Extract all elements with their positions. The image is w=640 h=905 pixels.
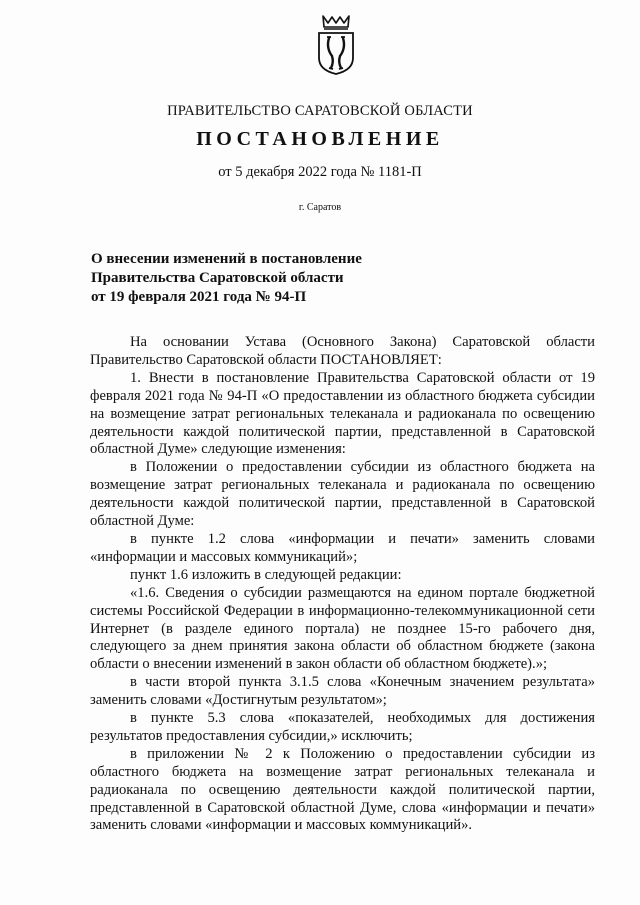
document-body <box>90 334 595 835</box>
subject-line: Правительства Саратовской области <box>91 270 344 286</box>
subject-line: от 19 февраля 2021 года № 94-П <box>91 289 307 305</box>
body-paragraph: в пункте 5.3 слова «показателей, необходимых для достижения результатов предоставления субсидии,» исключить; <box>90 710 595 744</box>
subject-line: О внесении изменений в постановление <box>91 251 362 267</box>
body-paragraph: в пункте 1.2 слова «информации и печати» заменить словами «информации и массовых коммуникаций»; <box>90 530 595 565</box>
document-subject <box>91 250 421 307</box>
body-paragraph: «1.6. Сведения о субсидии размещаются на едином портале бюджетной системы Российской Федерации в информационно-телекоммуникационной сети Интернет (в разделе единого портала) не позднее 15-го рабочего дня, следующего за днем принятия закона области об областном бюджете (закона области о внесении изменений в закон области об областном бюджете).»; <box>90 584 595 673</box>
document-date-number: от 5 декабря 2022 года № 1181-П <box>218 164 422 180</box>
body-paragraph: в приложении № 2 к Положению о предоставлении субсидии из областного бюджета на возмещение затрат региональных телеканала и радиоканала по освещению деятельности каждой политической партии, представленной в Саратовской областной Думе, слова «информации и печати» заменить словами «информации и массовых коммуникаций». <box>90 745 595 834</box>
body-paragraph: На основании Устава (Основного Закона) Саратовской области Правительство Саратовской области ПОСТАНОВЛЯЕТ: <box>90 334 595 368</box>
document-type: ПОСТАНОВЛЕНИЕ <box>196 128 444 150</box>
government-name: ПРАВИТЕЛЬСТВО САРАТОВСКОЙ ОБЛАСТИ <box>167 103 473 119</box>
body-paragraph: пункт 1.6 изложить в следующей редакции: <box>130 566 402 583</box>
body-paragraph: в Положении о предоставлении субсидии из областного бюджета на возмещение затрат региональных телеканала и радиоканала по освещению деятельности каждой политической партии, представленной в Саратовской областной Думе: <box>90 459 595 530</box>
saratov-coat-of-arms-icon <box>314 14 358 76</box>
body-paragraph: 1. Внести в постановление Правительства Саратовской области от 19 февраля 2021 года № 94-П «О предоставлении из областного бюджета субсидии на возмещение затрат региональных телеканала и радиоканала по освещению деятельности каждой политической партии, представленной в Саратовской областной Думе» следующие изменения: <box>90 369 595 458</box>
body-paragraph: в части второй пункта 3.1.5 слова «Конечным значением результата» заменить словами «Достигнутым результатом»; <box>90 674 595 709</box>
document-city: г. Саратов <box>298 202 342 213</box>
